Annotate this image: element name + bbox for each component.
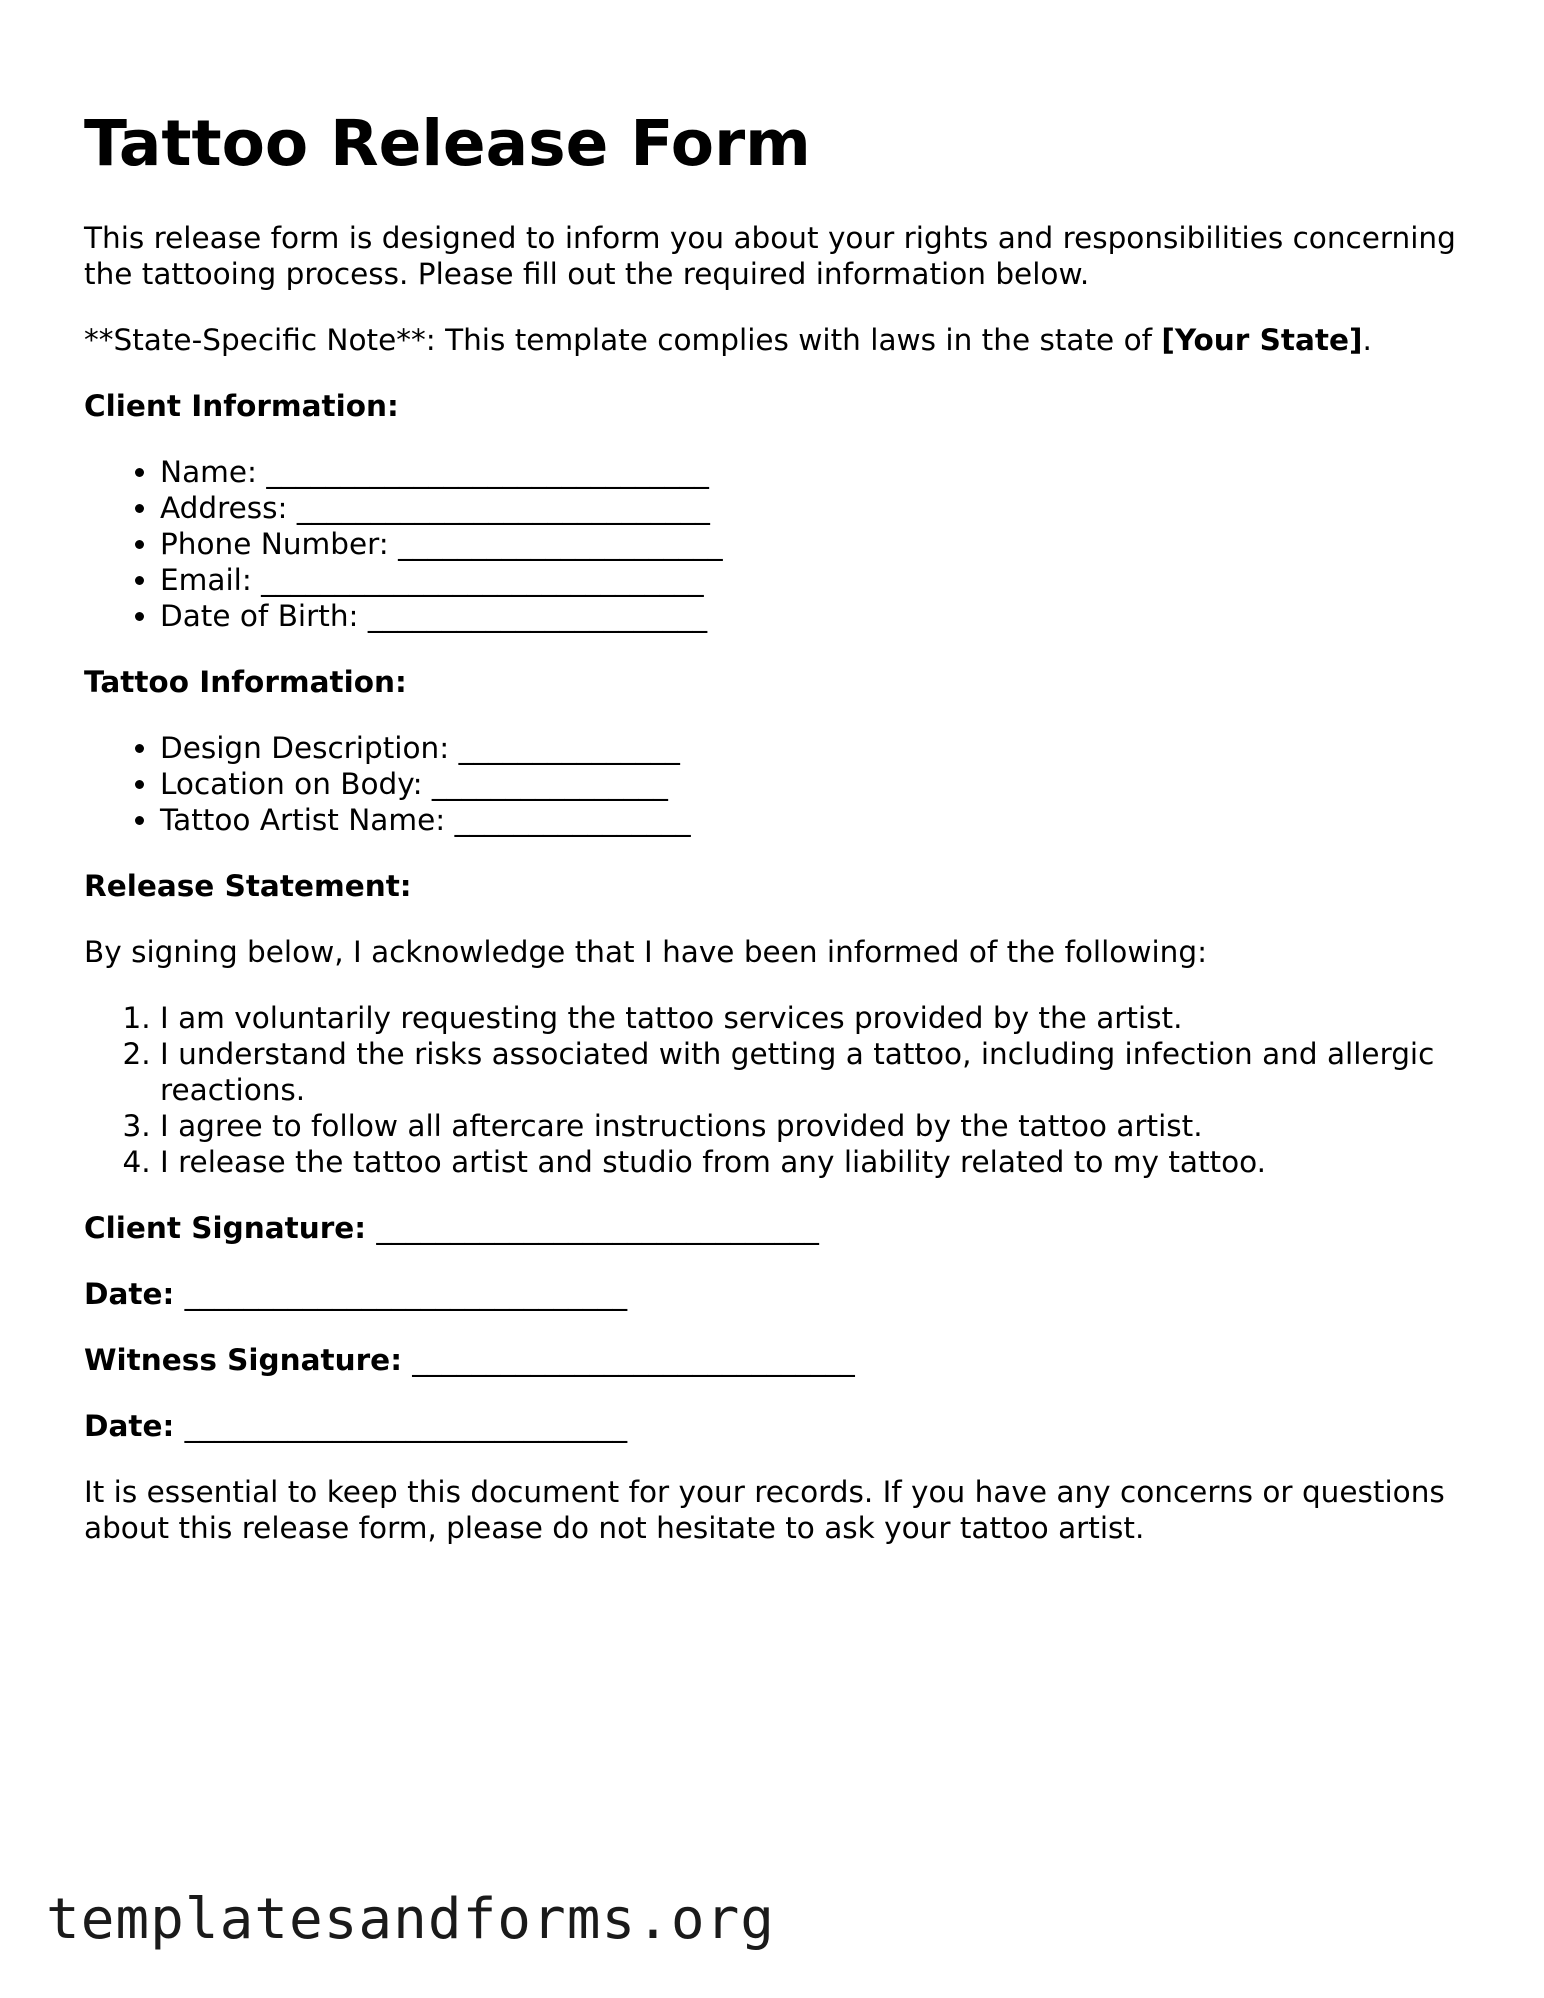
client-field-address[interactable]: [160, 490, 1484, 526]
client-date-line[interactable]: [84, 1276, 1484, 1312]
field-blank[interactable]: ______________________: [398, 527, 723, 561]
page-title: Tattoo Release Form: [84, 107, 811, 180]
field-label: Email:: [160, 563, 262, 597]
field-label: Tattoo Artist Name:: [160, 803, 455, 837]
field-blank[interactable]: ______________________________: [261, 563, 704, 597]
field-label: Name:: [160, 455, 267, 489]
field-label: Phone Number:: [160, 527, 399, 561]
field-blank[interactable]: ________________: [454, 803, 691, 837]
date-label: Date:: [84, 1277, 185, 1311]
state-note: [84, 322, 1484, 358]
state-note-prefix: **State-Specific Note**: This template complies with laws in the state of: [84, 323, 1162, 357]
field-blank[interactable]: ______________________________: [266, 455, 709, 489]
field-blank[interactable]: ________________: [431, 767, 668, 801]
watermark: templatesandforms.org: [46, 1887, 776, 1952]
date-label: Date:: [84, 1409, 185, 1443]
field-blank[interactable]: _______________: [458, 731, 680, 765]
release-item: 1. I am voluntarily requesting the tattoo services provided by the artist.: [160, 1000, 1484, 1036]
field-blank[interactable]: _______________________: [367, 599, 708, 633]
signature-blank[interactable]: ______________________________: [376, 1211, 819, 1245]
client-info-list: [84, 454, 1484, 634]
client-field-dob[interactable]: [160, 598, 1484, 634]
field-blank[interactable]: ____________________________: [296, 491, 710, 525]
signature-label: Client Signature:: [84, 1211, 377, 1245]
signature-label: Witness Signature:: [84, 1343, 413, 1377]
client-signature-line[interactable]: [84, 1210, 1484, 1246]
closing-paragraph: It is essential to keep this document for your records. If you have any concerns or questions about this release form, please do not hesitate to ask your tattoo artist.: [84, 1475, 1445, 1545]
client-field-email[interactable]: [160, 562, 1484, 598]
field-label: Address:: [160, 491, 297, 525]
field-label: Location on Body:: [160, 767, 432, 801]
intro-paragraph: This release form is designed to inform you about your rights and responsibilities concerning the tattooing process. Please fill out the required information below.: [84, 221, 1456, 291]
state-note-suffix: .: [1362, 323, 1372, 357]
tattoo-info-list: [84, 730, 1484, 838]
tattoo-info-heading: Tattoo Information:: [84, 665, 407, 699]
client-info-heading: Client Information:: [84, 389, 399, 423]
field-label: Design Description:: [160, 731, 459, 765]
client-field-name[interactable]: [160, 454, 1484, 490]
tattoo-field-location[interactable]: [160, 766, 1484, 802]
release-item: 4. I release the tattoo artist and studio from any liability related to my tattoo.: [160, 1144, 1484, 1180]
release-item: 2. I understand the risks associated with getting a tattoo, including infection and allergic reactions.: [160, 1036, 1484, 1108]
tattoo-field-artist[interactable]: [160, 802, 1484, 838]
witness-date-line[interactable]: [84, 1408, 1484, 1444]
release-heading: Release Statement:: [84, 869, 412, 903]
witness-signature-line[interactable]: [84, 1342, 1484, 1378]
client-field-phone[interactable]: [160, 526, 1484, 562]
field-label: Date of Birth:: [160, 599, 368, 633]
state-placeholder: [Your State]: [1161, 323, 1363, 357]
release-item: 3. I agree to follow all aftercare instructions provided by the tattoo artist.: [160, 1108, 1484, 1144]
release-list: [84, 1000, 1484, 1180]
release-lead: By signing below, I acknowledge that I have been informed of the following:: [84, 935, 1208, 969]
date-blank[interactable]: ______________________________: [184, 1409, 628, 1443]
date-blank[interactable]: ______________________________: [184, 1277, 628, 1311]
document-page: [84, 104, 1484, 1576]
signature-blank[interactable]: ______________________________: [412, 1343, 855, 1377]
tattoo-field-design[interactable]: [160, 730, 1484, 766]
